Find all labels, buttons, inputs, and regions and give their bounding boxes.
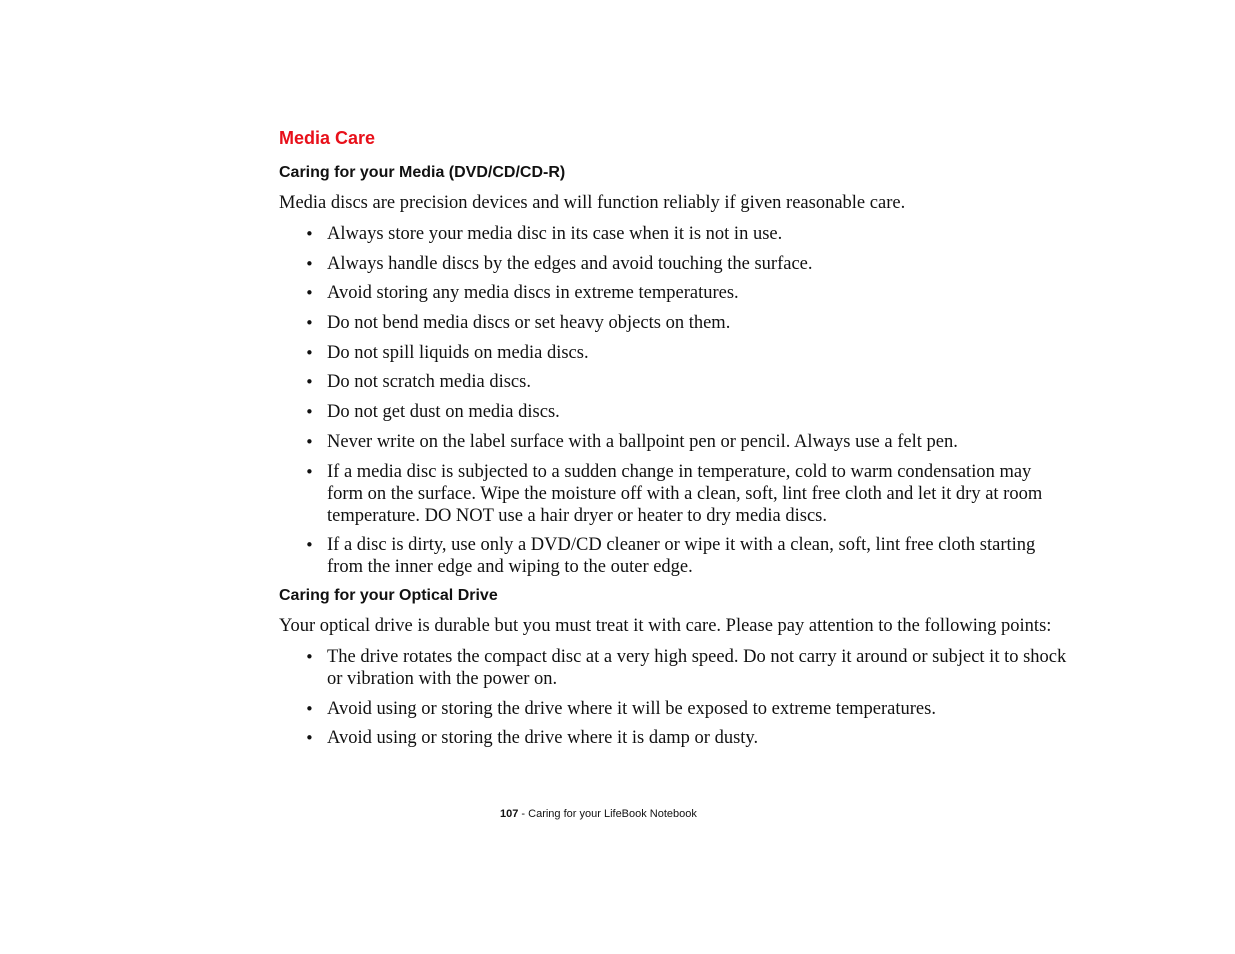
media-care-list [279,223,1069,578]
list-item-text: Always store your media disc in its case when it is not in use. [327,224,783,244]
page-footer [500,806,697,822]
list-item-text: Do not bend media discs or set heavy objects on them. [327,313,731,334]
section-title: Media Care [279,128,376,148]
list-item [305,534,1069,578]
footer-separator: - [518,808,529,820]
list-item [305,698,1069,720]
list-item [305,431,1069,453]
bullet-icon: • [305,729,314,748]
list-item-text: Do not spill liquids on media discs. [327,342,589,363]
optical-drive-heading: Caring for your Optical Drive [279,586,498,604]
list-item-text: The drive rotates the compact disc at a very high speed. Do not carry it around or subject it to shock or vibration with the power on. [327,646,1067,689]
bullet-icon: • [305,699,314,718]
list-item-text: Always handle discs by the edges and avoid touching the surface. [327,253,813,274]
list-item-text: Avoid using or storing the drive where it is damp or dusty. [327,728,759,749]
media-care-heading: Caring for your Media (DVD/CD/CD-R) [279,164,566,181]
page-content [279,124,1069,757]
bullet-icon: • [305,536,314,555]
list-item [305,312,1069,334]
bullet-icon: • [305,432,314,451]
list-item-text: Do not scratch media discs. [327,372,531,393]
list-item [305,282,1069,304]
bullet-icon: • [305,647,314,666]
list-item [305,727,1069,749]
bullet-icon: • [305,373,314,392]
list-item [305,401,1069,423]
bullet-icon: • [305,254,314,273]
optical-drive-intro: Your optical drive is durable but you must treat it with care. Please pay attention to the following points: [279,615,1052,636]
list-item [305,342,1069,364]
bullet-icon: • [305,343,314,362]
footer-text: Caring for your LifeBook Notebook [528,808,697,820]
list-item [305,646,1069,690]
bullet-icon: • [305,462,314,481]
list-item-text: Never write on the label surface with a ballpoint pen or pencil. Always use a felt pen. [327,431,958,452]
list-item-text: Avoid using or storing the drive where it will be exposed to extreme temperatures. [327,698,936,719]
list-item [305,223,1069,245]
list-item-text: Avoid storing any media discs in extreme temperatures. [327,283,739,304]
list-item [305,371,1069,393]
list-item [305,461,1069,527]
list-item-text: Do not get dust on media discs. [327,402,560,423]
bullet-icon: • [305,284,314,303]
bullet-icon: • [305,314,314,333]
list-item-text: If a media disc is subjected to a sudden change in temperature, cold to warm condensation may form on the surface. Wipe the moisture off with a clean, soft, lint free cloth and let it dry at room temperature. DO NOT use a hair dryer or heater to dry media discs. [327,461,1043,526]
list-item [305,253,1069,275]
media-care-intro: Media discs are precision devices and will function reliably if given reasonable care. [279,193,906,213]
page-number: 107 [500,808,519,820]
list-item-text: If a disc is dirty, use only a DVD/CD cleaner or wipe it with a clean, soft, lint free cloth starting from the inner edge and wiping to the outer edge. [327,535,1036,578]
optical-drive-list [279,646,1069,749]
bullet-icon: • [305,403,314,422]
bullet-icon: • [305,225,314,243]
